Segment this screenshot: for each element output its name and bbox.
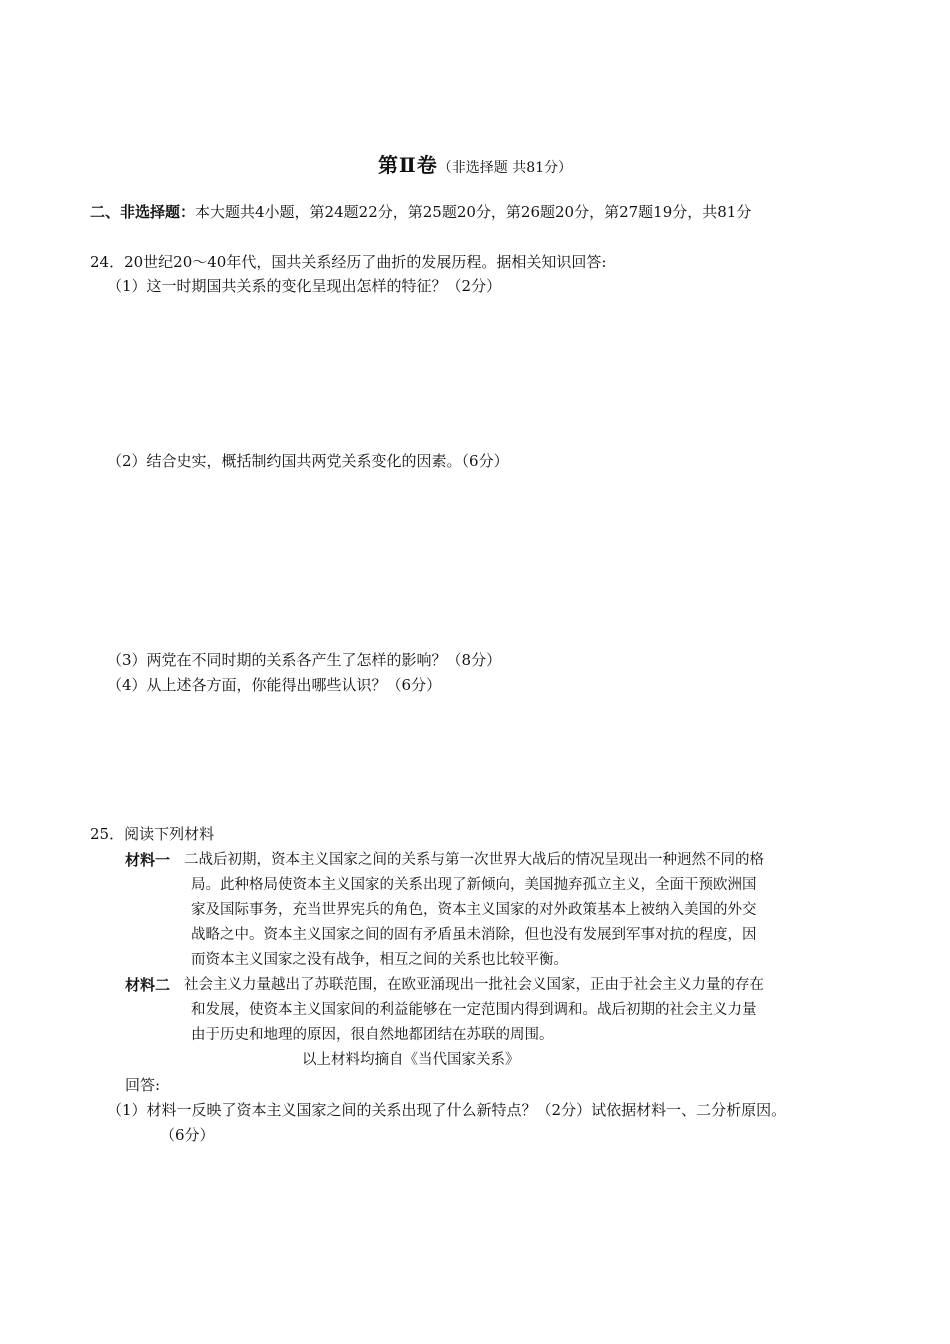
- material-one-label: 材料一: [125, 851, 171, 869]
- material-source: 以上材料均摘自《当代国家关系》: [302, 1052, 520, 1068]
- section-heading: [90, 202, 751, 222]
- page-title: [0, 149, 950, 178]
- material-one-line: 战略之中。资本主义国家之间的固有矛盾虽未消除，但也没有发展到军事对抗的程度，因: [191, 927, 757, 943]
- answer-label: 回答:: [125, 1076, 161, 1094]
- title-main: 第Ⅱ卷: [377, 153, 438, 177]
- title-subtitle: （非选择题 共81分）: [437, 160, 573, 176]
- q25-sub1: （1）材料一反映了资本主义国家之间的关系出现了什么新特点？（2分）试依据材料一、二分析原因。: [107, 1101, 787, 1119]
- material-one-line: 而资本主义国家之没有战争，相互之间的关系也比较平衡。: [191, 952, 568, 968]
- material-one-line: 家及国际事务，充当世界宪兵的角色，资本主义国家的对外政策基本上被纳入美国的外交: [191, 902, 757, 918]
- q24-stem: 24．20世纪20～40年代，国共关系经历了曲折的发展历程。据相关知识回答:: [90, 253, 607, 271]
- q24-sub2: （2）结合史实，概括制约国共两党关系变化的因素。（6分）: [107, 452, 509, 470]
- q25-sub1-points: （6分）: [160, 1126, 215, 1144]
- section-label: 二、非选择题：: [90, 203, 196, 221]
- material-two-line: 由于历史和地理的原因，很自然地都团结在苏联的周围。: [191, 1027, 554, 1043]
- material-two-label: 材料二: [125, 976, 171, 994]
- q24-sub4: （4）从上述各方面，你能得出哪些认识？（6分）: [107, 676, 442, 694]
- material-two-line: 社会主义力量越出了苏联范围，在欧亚涌现出一批社会义国家，正由于社会主义力量的存在: [184, 977, 764, 993]
- q24-sub3: （3）两党在不同时期的关系各产生了怎样的影响？（8分）: [107, 651, 502, 669]
- material-one-line: 局。此种格局使资本主义国家的关系出现了新倾向，美国抛弃孤立主义，全面干预欧洲国: [191, 877, 757, 893]
- q24-sub1: （1）这一时期国共关系的变化呈现出怎样的特征？（2分）: [107, 277, 502, 295]
- material-two-line: 和发展，使资本主义国家间的利益能够在一定范围内得到调和。战后初期的社会主义力量: [191, 1002, 757, 1018]
- section-description: 本大题共4小题，第24题22分，第25题20分，第26题20分，第27题19分，共81分: [195, 203, 752, 221]
- q25-stem: 25．阅读下列材料: [90, 825, 215, 843]
- material-one-line: 二战后初期，资本主义国家之间的关系与第一次世界大战后的情况呈现出一种迥然不同的格: [184, 852, 764, 868]
